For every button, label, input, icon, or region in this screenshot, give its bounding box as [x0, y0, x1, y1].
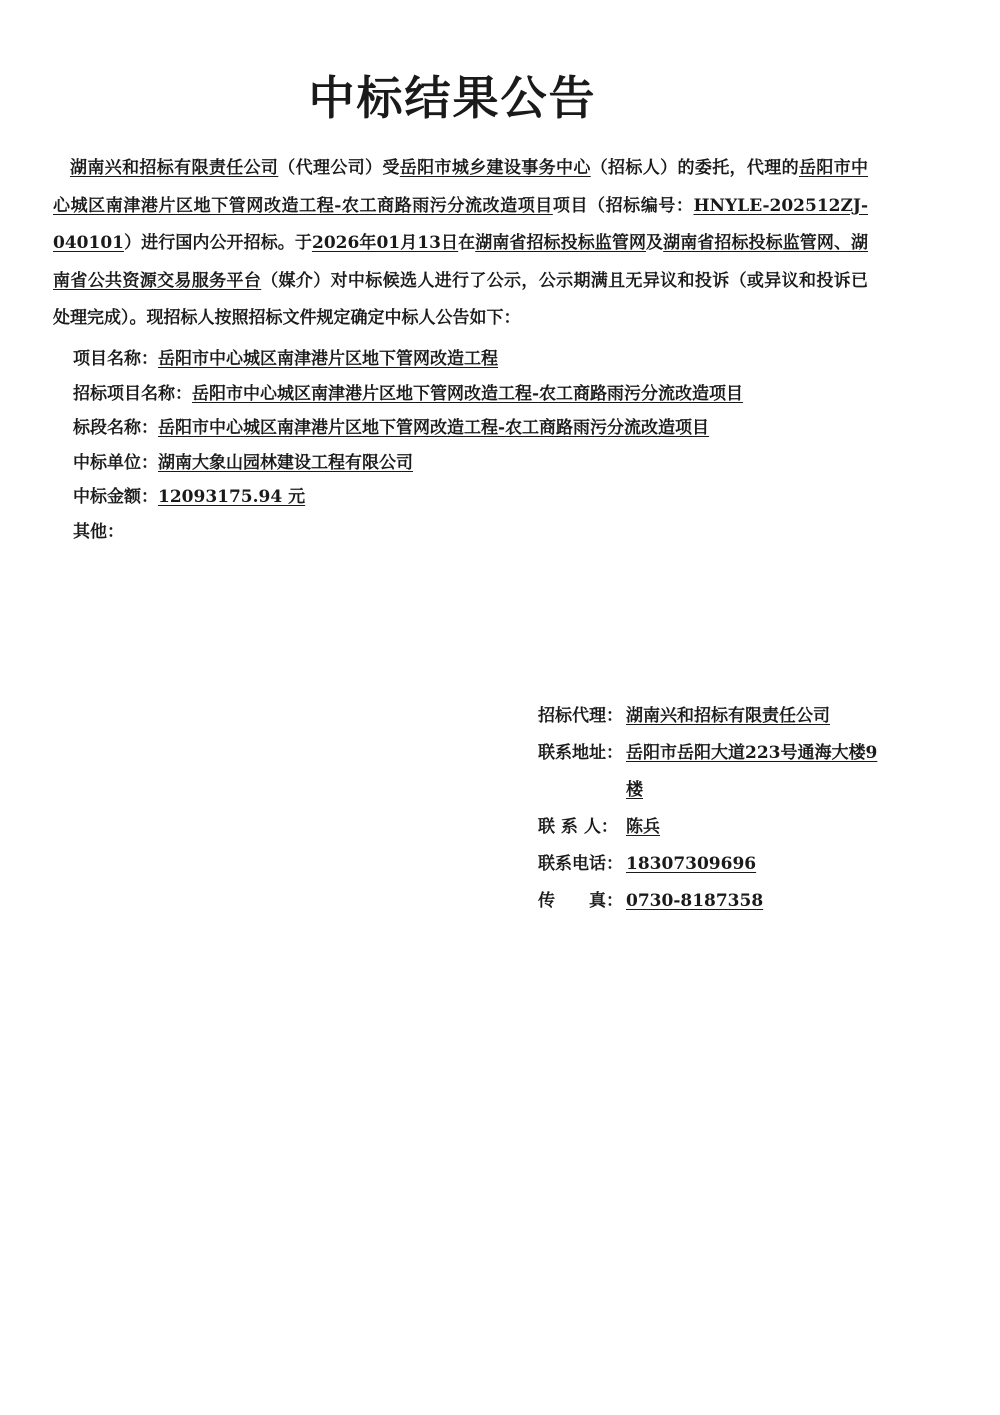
contact-phone-row [538, 846, 878, 883]
intro-text-4: ）进行国内公开招标。于 [123, 233, 312, 253]
field-label: 中标单位： [73, 452, 158, 473]
field-row [73, 342, 873, 377]
field-label: 招标项目名称： [73, 383, 192, 404]
contact-block [538, 698, 878, 920]
intro-text-2: （招标人）的委托，代理的 [590, 158, 799, 178]
publish-date: 2026年01月13日 [311, 233, 459, 253]
field-row [73, 377, 873, 412]
intro-text-6: 及 [646, 233, 664, 253]
contact-value: 陈兵 [626, 817, 660, 837]
field-row [73, 411, 873, 446]
page-title: 中标结果公告 [308, 71, 597, 125]
award-fields [73, 342, 873, 549]
contact-value: 0730-8187358 [626, 891, 764, 911]
intro-text-3: 项目（招标编号： [552, 195, 694, 216]
field-value: 岳阳市中心城区南津港片区地下管网改造工程 [158, 349, 498, 369]
field-label: 项目名称： [73, 349, 158, 369]
contact-value: 湖南兴和招标有限责任公司 [626, 706, 830, 726]
contact-label: 联系地址： [538, 743, 623, 763]
field-label: 其他： [73, 521, 124, 542]
tender-code: HNYLE-202512ZJ-040101 [53, 195, 868, 253]
intro-text-7: （媒介）对中标候选人进行了公示，公示期满且无异议和投诉（或异议和投诉已处理完成）。现招标人按照招标文件规定确定中标人公告如下： [53, 270, 869, 328]
media-2: 湖南省招标投标监管网、湖南省公共资源交易服务平台 [53, 233, 869, 291]
project-name: 岳阳市中心城区南津港片区地下管网改造工程-农工商路雨污分流改造项目 [53, 158, 869, 216]
field-value: 12093175.94 元 [158, 487, 306, 507]
contact-label: 招标代理： [538, 706, 623, 726]
client-name: 岳阳市城乡建设事务中心 [399, 158, 591, 178]
media-1: 湖南省招标投标监管网 [475, 233, 647, 253]
contact-label: 联系电话： [538, 854, 623, 874]
contact-agent-row [538, 698, 878, 735]
field-row [73, 446, 873, 481]
field-label: 标段名称： [73, 418, 158, 438]
contact-value: 18307309696 [626, 854, 757, 874]
contact-address-row [538, 735, 878, 809]
contact-label: 传 真： [538, 891, 623, 911]
intro-text-5: 在 [458, 233, 476, 253]
field-label: 中标金额： [73, 487, 158, 507]
field-row [73, 515, 873, 550]
intro-text-1: （代理公司）受 [278, 158, 400, 178]
contact-person-row [538, 809, 878, 846]
contact-fax-row [538, 883, 878, 920]
field-value: 岳阳市中心城区南津港片区地下管网改造工程-农工商路雨污分流改造项目 [158, 418, 710, 438]
field-value: 岳阳市中心城区南津港片区地下管网改造工程-农工商路雨污分流改造项目 [192, 383, 744, 404]
intro-paragraph [53, 150, 868, 338]
agent-company: 湖南兴和招标有限责任公司 [70, 158, 279, 178]
contact-label: 联 系 人： [538, 817, 618, 837]
field-row [73, 480, 873, 515]
contact-value: 岳阳市岳阳大道223号通海大楼9楼 [626, 743, 878, 800]
field-value: 湖南大象山园林建设工程有限公司 [158, 452, 413, 473]
